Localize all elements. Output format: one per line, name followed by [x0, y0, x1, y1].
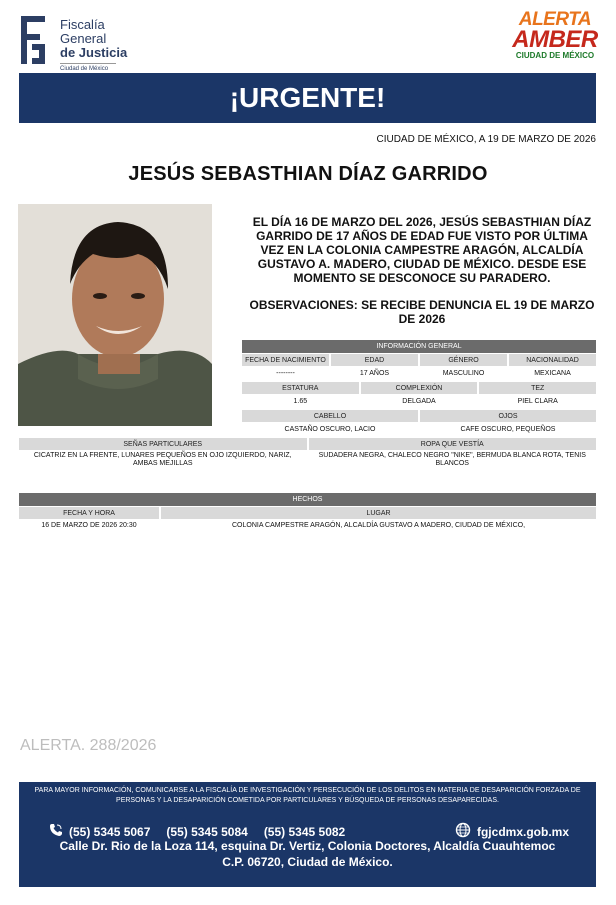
urgent-banner: ¡URGENTE! — [19, 73, 596, 123]
facts-labels-row — [19, 507, 596, 519]
info-values-row-2 — [242, 395, 596, 408]
label-distinguishing-marks: SEÑAS PARTICULARES — [19, 438, 307, 450]
features-values-row — [19, 451, 596, 469]
institution-sub: Ciudad de México — [60, 63, 116, 72]
label-date-time: FECHA Y HORA — [19, 507, 159, 519]
value-date-time: 16 DE MARZO DE 2026 20:30 — [41, 522, 137, 529]
label-birthdate: FECHA DE NACIMIENTO — [242, 354, 329, 366]
institution-line-1: Fiscalía — [60, 17, 105, 32]
address — [19, 838, 596, 870]
label-complexion: TEZ — [479, 382, 596, 394]
info-values-row-3 — [242, 423, 596, 436]
institution-line-3: de Justicia — [60, 45, 128, 60]
value-birthdate: -------- — [276, 369, 295, 377]
info-header — [242, 340, 596, 353]
info-labels-row-3 — [242, 410, 596, 422]
label-nationality: NACIONALIDAD — [509, 354, 596, 366]
value-nationality: MEXICANA — [534, 369, 571, 377]
missing-person-name: JESÚS SEBASTHIAN DÍAZ GARRIDO — [128, 163, 488, 185]
label-gender: GÉNERO — [420, 354, 507, 366]
info-values-row-1 — [242, 367, 596, 380]
value-place: COLONIA CAMPESTRE ARAGÓN, ALCALDÍA GUSTAVO A MADERO, CIUDAD DE MÉXICO, — [231, 522, 526, 529]
phone-number-2[interactable]: (55) 5345 5084 — [166, 824, 248, 839]
amber-city-text: CIUDAD DE MÉXICO — [515, 51, 595, 60]
label-age: EDAD — [331, 354, 418, 366]
contact-info-text: PARA MAYOR INFORMACIÓN, COMUNICARSE A LA FISCALÍA DE INVESTIGACIÓN Y PERSECUCIÓN DE LOS DELITOS EN MATERIA DE DESAPARICIÓN FORZADA DE PERSONAS Y LA DESAPARICIÓN COMETIDA POR PARTICULARES Y BÚSQUEDA DE PERSONAS DESAPARECIDAS. — [34, 787, 581, 804]
alert-number: ALERTA. 288/2026 — [20, 737, 157, 754]
label-eyes: OJOS — [420, 410, 596, 422]
label-place: LUGAR — [161, 507, 596, 519]
dateline: CIUDAD DE MÉXICO, A 19 DE MARZO DE 2026 — [376, 134, 596, 145]
info-labels-row-2 — [242, 382, 596, 394]
observations: OBSERVACIONES: SE RECIBE DENUNCIA EL 19 DE MARZO DE 2026 — [249, 298, 595, 326]
value-build: DELGADA — [402, 397, 436, 405]
label-build: COMPLEXIÓN — [361, 382, 478, 394]
address-line-2: C.P. 06720, Ciudad de México. — [222, 855, 393, 869]
institution-line-2: General — [60, 31, 107, 46]
info-labels-row-1 — [242, 354, 596, 366]
value-complexion: PIEL CLARA — [517, 397, 558, 405]
phone-number-1[interactable]: (55) 5345 5067 — [69, 824, 151, 839]
alerta-amber-logo — [510, 10, 600, 61]
value-distinguishing-marks: CICATRIZ EN LA FRENTE, LUNARES PEQUEÑOS EN OJO IZQUIERDO, NARIZ, AMBAS MEJILLAS — [33, 452, 292, 467]
value-eyes: CAFE OSCURO, PEQUEÑOS — [460, 425, 556, 433]
features-labels-row — [19, 438, 596, 450]
missing-person-photo — [18, 204, 212, 426]
fgj-logo — [18, 14, 48, 66]
facts-title: HECHOS — [292, 496, 323, 503]
address-line-1: Calle Dr. Rio de la Loza 114, esquina Dr. Vertiz, Colonia Doctores, Alcaldía Cuauhtemoc — [59, 839, 556, 853]
amber-amber-text: AMBER — [512, 26, 598, 53]
label-height: ESTATURA — [242, 382, 359, 394]
facts-header — [19, 493, 596, 506]
label-hair: CABELLO — [242, 410, 418, 422]
value-hair: CASTAÑO OSCURO, LACIO — [284, 425, 376, 433]
label-clothing: ROPA QUE VESTÍA — [309, 438, 597, 450]
facts-values-row — [19, 520, 596, 532]
contact-footer — [19, 782, 596, 887]
value-age: 17 AÑOS — [359, 369, 390, 377]
amber-alerta-text: ALERTA — [518, 9, 592, 30]
value-gender: MASCULINO — [442, 369, 485, 377]
value-clothing: SUDADERA NEGRA, CHALECO NEGRO "NIKE", BERMUDA BLANCA ROTA, TENIS BLANCOS — [318, 452, 586, 467]
phone-number-3[interactable]: (55) 5345 5082 — [263, 824, 346, 839]
website-link[interactable]: fgjcdmx.gob.mx — [476, 824, 569, 839]
value-height: 1.65 — [293, 397, 308, 405]
case-description: EL DÍA 16 DE MARZO DEL 2026, JESÚS SEBASTHIAN DÍAZ GARRIDO DE 17 AÑOS DE EDAD FUE VISTO POR ÚLTIMA VEZ EN LA COLONIA CAMPESTRE ARAGÓN, ALCALDÍA GUSTAVO A. MADERO, CIUDAD DE MÉXICO. DESDE ESE MOMENTO SE DESCONOCE SU PARADERO. — [252, 215, 592, 285]
institution-name — [60, 18, 160, 72]
info-title: INFORMACIÓN GENERAL — [376, 343, 462, 350]
